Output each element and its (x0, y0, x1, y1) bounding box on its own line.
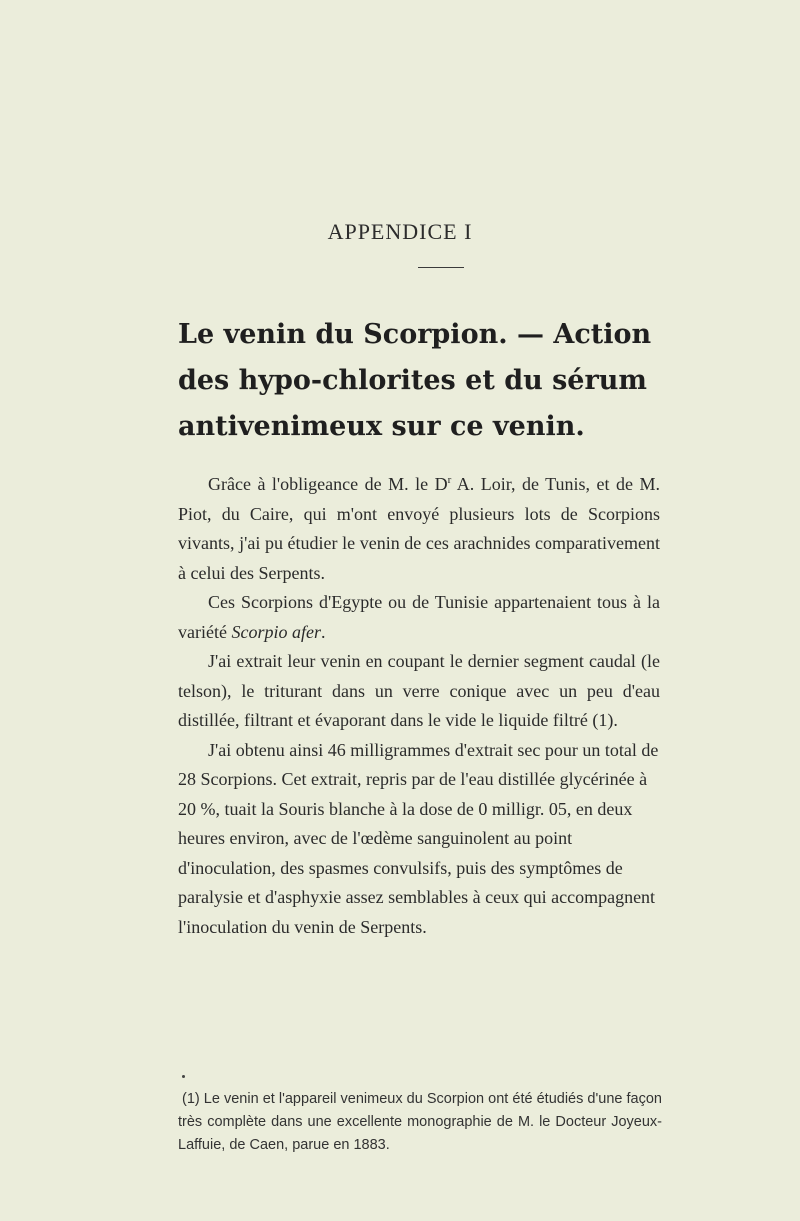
paragraph-2 (178, 588, 660, 647)
paragraph-1-rest: A. Loir, de Tunis, et de M. Piot, du Caire, qui m'ont envoyé plusieurs lots de Scorpions vivants, j'ai pu étudier le venin de ces arachnides comparativement à celui des Serpents. (178, 474, 660, 583)
paragraph-2-start: Ces Scorpions d'Egypte ou de Tunisie appartenaient tous à la variété (178, 592, 660, 642)
species-name: Scorpio afer (231, 621, 321, 642)
paragraph-2-end: . (320, 621, 326, 642)
body-text (178, 470, 660, 942)
paragraph-1-start: Grâce à l'obligeance de M. le D (208, 474, 448, 494)
footnote-text: (1) Le venin et l'appareil venimeux du Scorpion ont été étudiés d'une façon très complète dans une excellente monographie de M. le Docteur Joyeux-Laffuie, de Caen, parue en 1883. (178, 1091, 662, 1153)
appendix-heading: APPENDICE I (327, 219, 473, 244)
paragraph-4: J'ai obtenu ainsi 46 milligrammes d'extrait sec pour un total de 28 Scorpions. Cet extrait, repris par de l'eau distillée glycérinée à 20 %, tuait la Souris blanche à la dose de 0 milligr. 05, en deux heures environ, avec de l'œdème sanguinolent au point d'inoculation, des spasmes convulsifs, puis des symptômes de paralysie et d'asphyxie assez semblables à ceux qui accompagnent l'inoculation du venin de Serpents. (178, 739, 659, 937)
doctor-superscript: r (447, 474, 452, 486)
heading-rule (418, 267, 464, 268)
chapter-title: Le venin du Scorpion. — Action des hypo-chlorites et du sérum antivenimeux sur ce venin. (178, 319, 652, 442)
footnote (178, 1088, 662, 1157)
paragraph-1 (178, 470, 660, 588)
ink-speck (182, 1075, 185, 1078)
paragraph-3: J'ai extrait leur venin en coupant le dernier segment caudal (le telson), le triturant dans un verre conique avec un peu d'eau distillée, filtrant et évaporant dans le vide le liquide filtré (1). (178, 651, 660, 730)
